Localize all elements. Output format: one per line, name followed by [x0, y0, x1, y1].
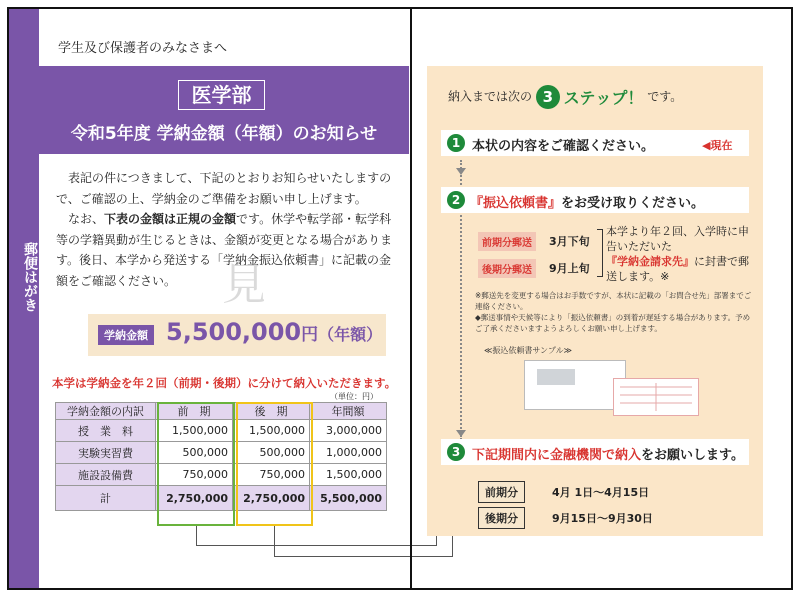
cell-annual: 1,500,000 [310, 464, 387, 486]
cell-second-term: 750,000 [233, 464, 310, 486]
connector-first [196, 545, 436, 546]
amount-tag: 学納金額 [98, 325, 154, 345]
amount-number: 5,500,000 [166, 318, 302, 346]
mail-desc-lead: 本学より年２回、入学時に申告いただいた [606, 225, 749, 253]
cell-second-term: 500,000 [233, 442, 310, 464]
row-label: 授 業 料 [56, 420, 156, 442]
mail-first-date: 3月下旬 [549, 235, 590, 248]
step2-text [470, 192, 704, 211]
mail-description [606, 224, 756, 284]
cell-annual: 1,000,000 [310, 442, 387, 464]
notice-title: 令和5年度 学納金額（年額）のお知らせ [70, 124, 378, 144]
envelope-sample [524, 360, 626, 410]
step3-number: 3 [447, 443, 465, 461]
pay-second-tag: 後期分 [478, 507, 525, 529]
department-title: 医学部 [178, 80, 265, 110]
unit-note: （単位：円） [330, 392, 378, 401]
total-second-term: 2,750,000 [233, 486, 310, 511]
postcard-label: 郵便はがき [22, 242, 38, 312]
second-term-highlight [236, 402, 313, 526]
connector-second [274, 526, 275, 557]
steps-word: ステップ！ [563, 88, 644, 108]
intro-p2-lead: なお、 [68, 212, 105, 226]
connector-second [274, 556, 452, 557]
down-arrow-icon [456, 430, 466, 437]
row-label: 実験実習費 [56, 442, 156, 464]
step3-emphasis: 下記期間内に金融機関で納入 [472, 448, 642, 463]
transfer-form-sample [613, 378, 699, 416]
intro-paragraph-1: 表記の件につきまして、下記のとおりお知らせいたしますので、ご確認の上、学納金のご準備をお願い申し上げます。 [56, 171, 392, 206]
form-lines-graphic [614, 379, 698, 415]
annual-amount [166, 318, 382, 346]
intro-p2-rest: です。休学や転学部・転学科等の学籍異動が生じるときは、金額が変更となる場合があります。後日、本学から発送する「学納金振込依頼書」に記載の金額をご確認ください。 [56, 212, 393, 288]
steps-prefix: 納入までは次の [448, 89, 533, 104]
steps-heading [448, 85, 682, 109]
page-divider [410, 7, 412, 590]
header-annual: 年間額 [310, 403, 387, 420]
mail-second-date: 9月上旬 [549, 262, 590, 275]
header-second-term: 後 期 [233, 403, 310, 420]
row-label: 施設設備費 [56, 464, 156, 486]
pay-first-period: 4月 1日～4月15日 [552, 486, 650, 499]
note-delivery-delay: ◆郵送事情や天候等により「振込依頼書」の到着が遅延する場合があります。予めご了承くださいますようよろしくお願い申し上げます。 [475, 313, 751, 333]
total-first-term: 2,750,000 [156, 486, 233, 511]
step3-text [472, 444, 744, 463]
step3-rest: をお願いします。 [641, 448, 744, 463]
installment-note: 本学は学納金を年２回（前期・後期）に分けて納入いただきます。 [52, 376, 397, 390]
amount-yen: 円 [301, 325, 319, 345]
step1-text: 本状の内容をご確認ください。 [472, 139, 655, 154]
down-arrow-icon [456, 168, 466, 175]
envelope-window [537, 369, 575, 385]
steps-suffix: です。 [647, 89, 683, 104]
note-address-change: ※郵送先を変更する場合はお手数ですが、本状に記載の「お問合せ先」部署までご連絡ください。 [475, 291, 752, 311]
regular-amount-emphasis: 下表の金額は正規の金額 [104, 212, 237, 226]
amount-unit: （年額） [318, 325, 383, 344]
mail-desc-rest: に封書で郵送します。※ [606, 255, 749, 283]
cell-first-term: 750,000 [156, 464, 233, 486]
cell-second-term: 1,500,000 [233, 420, 310, 442]
current-marker: ◀現在 [702, 139, 733, 152]
sample-label: ≪振込依頼書サンプル≫ [484, 346, 573, 355]
total-label: 計 [56, 486, 156, 511]
billing-address-term: 『学納金請求先』 [606, 255, 694, 268]
watermark-mi: 見 [222, 259, 266, 310]
connector-first [196, 526, 197, 546]
header-first-term: 前 期 [156, 403, 233, 420]
total-annual: 5,500,000 [310, 486, 387, 511]
pay-first-tag: 前期分 [478, 481, 525, 503]
mail-first-tag: 前期分郵送 [478, 232, 536, 251]
mail-second-tag: 後期分郵送 [478, 259, 536, 278]
step2-rest: をお受け取りください。 [561, 196, 705, 211]
first-term-highlight [157, 402, 235, 526]
cell-annual: 3,000,000 [310, 420, 387, 442]
step2-form-name: 『振込依頼書』 [470, 196, 562, 211]
step2-number: 2 [447, 191, 465, 209]
greeting: 学生及び保護者のみなさまへ [58, 41, 228, 56]
pay-second-period: 9月15日～9月30日 [552, 512, 653, 525]
header-breakdown: 学納金額の内訳 [56, 403, 156, 420]
cell-first-term: 1,500,000 [156, 420, 233, 442]
notes [475, 290, 755, 334]
step1-number: 1 [447, 134, 465, 152]
mail-bracket [597, 229, 603, 277]
cell-first-term: 500,000 [156, 442, 233, 464]
steps-number-badge: 3 [536, 85, 560, 109]
